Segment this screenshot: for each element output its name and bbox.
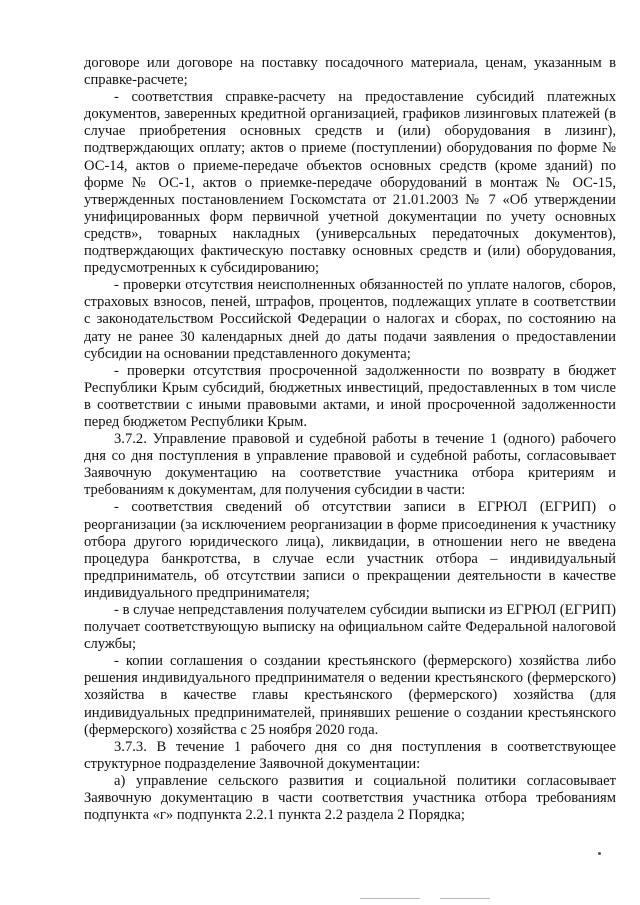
paragraph: а) управление сельского развития и социальной политики согласовывает Заявочную документацию в части соответствия участника отбора требованиям подпункта «г» подпункта 2.2.1 пункта 2.2 раздела 2 Порядка; <box>84 772 616 824</box>
paragraph: - соответствия сведений об отсутствии записи в ЕГРЮЛ (ЕГРИП) о реорганизации (за исключением реорганизации в форме присоединения к участнику отбора другого юридического лица), ликвидации, в отношении него не введена процедура банкротства, в случае если участник отбора – индивидуальный предприниматель, об отсутствии записи о прекращении деятельности в качестве индивидуального предпринимателя; <box>84 499 616 601</box>
paragraph: - проверки отсутствия просроченной задолженности по возврату в бюджет Республики Крым субсидий, бюджетных инвестиций, предоставленных в том числе в соответствии с иными правовыми актами, и иной просроченной задолженности перед бюджетом Республики Крым. <box>84 362 616 430</box>
scan-edge-mark <box>440 898 490 899</box>
scan-speck <box>598 852 601 855</box>
paragraph: - копии соглашения о создании крестьянского (фермерского) хозяйства либо решения индивидуального предпринимателя о ведении крестьянского (фермерского) хозяйства в качестве главы крестьянского (фермерского) хозяйства (для индивидуальных предпринимателей, принявших решение о создании крестьянского (фермерского) хозяйства с 25 ноября 2020 года. <box>84 653 616 738</box>
paragraph: договоре или договоре на поставку посадочного материала, ценам, указанным в справке-расчете; <box>84 55 616 89</box>
scan-edge-mark <box>360 898 420 899</box>
paragraph: - соответствия справке-расчету на предоставление субсидий платежных документов, заверенных кредитной организацией, графиков лизинговых платежей (в случае приобретения основных средств и (или) оборудования в лизинг), подтверждающих оплату; актов о приеме (поступлении) оборудования по форме № ОС-14, актов о приеме-передаче объектов основных средств (кроме зданий) по форме № ОС-1, актов о приемке-передаче оборудований в монтаж № ОС-15, утвержденных постановлением Госкомстата от 21.01.2003 № 7 «Об утверждении унифицированных форм первичной учетной документации по учету основных средств», товарных накладных (универсальных передаточных документов), подтверждающих фактическую поставку основных средств и (или) оборудования, предусмотренных к субсидированию; <box>84 89 616 277</box>
paragraph: 3.7.3. В течение 1 рабочего дня со дня поступления в соответствующее структурное подразделение Заявочной документации: <box>84 738 616 772</box>
paragraph: - в случае непредставления получателем субсидии выписки из ЕГРЮЛ (ЕГРИП) получает соответствующую выписку на официальном сайте Федеральной налоговой службы; <box>84 602 616 653</box>
paragraph: 3.7.2. Управление правовой и судебной работы в течение 1 (одного) рабочего дня со дня поступления в управление правовой и судебной работы, согласовывает Заявочную документацию на соответствие участника отбора критериям и требованиям к документам, для получения субсидии в части: <box>84 431 616 499</box>
paragraph: - проверки отсутствия неисполненных обязанностей по уплате налогов, сборов, страховых взносов, пеней, штрафов, процентов, подлежащих уплате в соответствии с законодательством Российской Федерации о налогах и сборах, по состоянию на дату не ранее 30 календарных дней до даты подачи заявления о предоставлении субсидии на основании представленного документа; <box>84 277 616 362</box>
document-page <box>84 55 616 824</box>
